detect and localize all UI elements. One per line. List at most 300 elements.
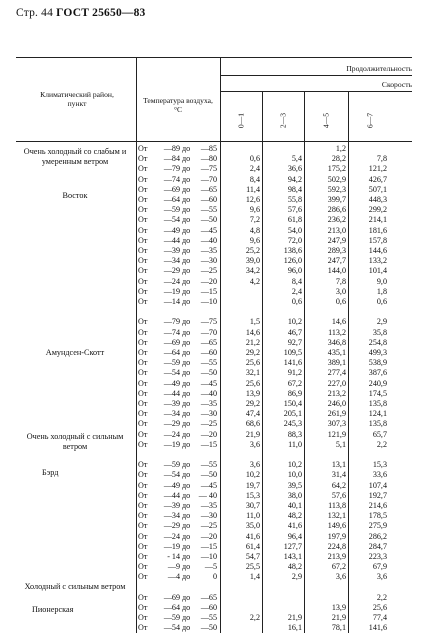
range-to-value: —55 — [200, 205, 217, 215]
value-cell: 10,2 — [287, 317, 302, 327]
range-from-word: От — [138, 541, 148, 551]
range-to-value: —65 — [200, 592, 217, 602]
range-to-word: до — [182, 246, 191, 255]
range-to-value: —65 — [200, 184, 217, 194]
value-cell: 41,6 — [245, 531, 260, 541]
range-from-word: От — [138, 358, 148, 368]
value-cell: 91,2 — [287, 368, 302, 378]
value-cell: 174,5 — [368, 388, 387, 398]
value-cell: 5,4 — [291, 154, 302, 164]
range-to-value: —25 — [200, 419, 217, 429]
range-from-word: От — [138, 246, 148, 255]
range-from-value: —89 — [163, 144, 180, 153]
value-cell: 72,0 — [287, 235, 302, 245]
value-cell: 67,2 — [287, 378, 302, 388]
range-from-word: От — [138, 327, 148, 337]
range-to-word: до — [182, 480, 191, 490]
value-cell: 205,1 — [283, 409, 302, 419]
range-to-value: —20 — [200, 531, 217, 541]
value-cell: 261,9 — [327, 409, 346, 419]
station-byrd: Бэрд — [42, 468, 59, 477]
value-cell: 1,8 — [376, 286, 387, 296]
value-cell: 286,2 — [368, 531, 387, 541]
range-to-value: —35 — [200, 399, 217, 408]
range-from-word: От — [138, 297, 148, 306]
range-from-value: —54 — [163, 623, 180, 633]
value-cell: 29,2 — [245, 399, 260, 408]
range-to-value: —75 — [200, 164, 217, 174]
value-cell: 65,7 — [372, 429, 387, 439]
range-from-word: От — [138, 623, 148, 633]
value-cell: 54,7 — [245, 552, 260, 561]
range-to-word: до — [182, 174, 191, 184]
value-cell: 67,9 — [372, 562, 387, 572]
value-cell: 2,9 — [376, 317, 387, 327]
value-cell: 141,6 — [283, 358, 302, 368]
value-cell: 16,1 — [287, 623, 302, 633]
range-to-word: до — [182, 399, 191, 408]
range-from-word: От — [138, 266, 148, 276]
value-cell: 399,7 — [327, 195, 346, 204]
value-cell: 57,6 — [331, 490, 346, 500]
value-cell: 245,3 — [283, 419, 302, 429]
value-cell: 227,0 — [327, 378, 346, 388]
value-cell: 14,6 — [245, 327, 260, 337]
range-to-value: —50 — [200, 368, 217, 378]
value-cell: 2,2 — [249, 613, 260, 623]
value-cell: 31,4 — [331, 470, 346, 480]
value-cell: 426,7 — [368, 174, 387, 184]
value-cell: 38,0 — [287, 490, 302, 500]
range-to-word: до — [182, 276, 191, 286]
value-cell: 11,0 — [288, 439, 302, 449]
range-to-word: до — [182, 439, 191, 449]
range-to-value: —65 — [200, 337, 217, 347]
range-to-value: —50 — [200, 470, 217, 480]
range-from-word: От — [138, 531, 148, 541]
range-to-word: до — [182, 572, 191, 582]
col-divider-3 — [262, 91, 263, 633]
value-cell: 94,2 — [287, 174, 302, 184]
range-to-value: —80 — [200, 154, 217, 164]
range-to-word: до — [182, 184, 191, 194]
value-cell: 77,4 — [372, 613, 387, 623]
value-cell: 25,6 — [245, 358, 260, 368]
range-to-value: — 40 — [198, 490, 217, 500]
range-to-word: до — [182, 378, 191, 388]
range-to-value: —40 — [200, 388, 217, 398]
range-to-word: до — [182, 623, 191, 633]
range-from-value: —64 — [163, 348, 180, 357]
value-cell: 592,3 — [327, 184, 346, 194]
region-column-header: Климатический район, пункт — [40, 90, 114, 108]
value-cell: 9,6 — [249, 235, 260, 245]
value-cell: 4,2 — [249, 276, 260, 286]
range-to-value: —30 — [200, 256, 217, 266]
value-cell: 507,1 — [368, 184, 387, 194]
value-cell: 9,6 — [249, 205, 260, 215]
range-from-word: От — [138, 378, 148, 388]
range-from-value: —59 — [163, 358, 180, 368]
range-from-value: —64 — [163, 603, 180, 612]
range-to-value: —60 — [200, 603, 217, 612]
range-from-word: От — [138, 429, 148, 439]
value-cell: 40,1 — [287, 501, 302, 510]
range-from-value: —59 — [163, 460, 180, 470]
range-to-value: —35 — [200, 501, 217, 510]
range-from-word: От — [138, 399, 148, 408]
range-from-word: От — [138, 470, 148, 480]
range-from-word: От — [138, 562, 148, 572]
value-cell: 138,6 — [283, 246, 302, 255]
range-to-word: до — [182, 317, 191, 327]
value-cell: 499,3 — [368, 348, 387, 357]
value-cell: 246,0 — [327, 399, 346, 408]
value-cell: 14,6 — [331, 317, 346, 327]
value-cell: 11,0 — [246, 511, 260, 521]
value-cell: 8,4 — [291, 276, 302, 286]
range-to-word: до — [182, 388, 191, 398]
value-cell: 21,9 — [287, 613, 302, 623]
value-cell: 25,6 — [372, 603, 387, 612]
range-to-word: до — [182, 297, 191, 306]
value-cell: 13,1 — [331, 460, 346, 470]
range-from-value: —44 — [163, 235, 180, 245]
value-cell: 15,3 — [372, 460, 387, 470]
range-from-value: —59 — [163, 613, 180, 623]
value-cell: 213,2 — [327, 388, 346, 398]
range-to-word: до — [182, 348, 191, 357]
range-from-value: —24 — [163, 429, 180, 439]
value-cell: 192,7 — [368, 490, 387, 500]
range-from-value: —34 — [163, 256, 180, 266]
value-cell: 29,2 — [245, 348, 260, 357]
range-from-value: —4 — [167, 572, 180, 582]
value-cell: 10,2 — [287, 460, 302, 470]
value-cell: 3,6 — [249, 439, 260, 449]
range-from-value: —39 — [163, 501, 180, 510]
value-cell: 25,6 — [245, 378, 260, 388]
range-to-word: до — [182, 470, 191, 480]
range-from-word: От — [138, 348, 148, 357]
col-header-6-7: 6—7 — [365, 112, 375, 129]
value-cell: 10,0 — [287, 470, 302, 480]
value-cell: 1,2 — [335, 144, 346, 153]
value-cell: 67,2 — [331, 562, 346, 572]
range-to-word: до — [182, 429, 191, 439]
range-from-value: —19 — [163, 286, 180, 296]
col-divider-5 — [348, 91, 349, 633]
range-from-word: От — [138, 337, 148, 347]
value-cell: 214,6 — [368, 501, 387, 510]
range-from-word: От — [138, 460, 148, 470]
value-cell: 19,7 — [245, 480, 260, 490]
header-group-rule — [220, 75, 412, 76]
value-cell: 57,6 — [287, 205, 302, 215]
value-cell: 307,3 — [327, 419, 346, 429]
value-cell: 4,8 — [249, 225, 260, 235]
range-from-word: От — [138, 317, 148, 327]
value-cell: 13,9 — [245, 388, 260, 398]
range-to-value: —70 — [200, 327, 217, 337]
value-cell: 126,0 — [283, 256, 302, 266]
range-from-word: От — [138, 154, 148, 164]
value-cell: 247,9 — [327, 235, 346, 245]
value-cell: 21,9 — [331, 613, 346, 623]
range-to-word: до — [182, 256, 191, 266]
value-cell: 33,6 — [372, 470, 387, 480]
range-from-word: От — [138, 388, 148, 398]
value-cell: 144,6 — [368, 246, 387, 255]
value-cell: 7,8 — [376, 154, 387, 164]
value-cell: 254,8 — [368, 337, 387, 347]
range-from-word: От — [138, 215, 148, 225]
range-from-word: От — [138, 205, 148, 215]
range-from-word: От — [138, 480, 148, 490]
value-cell: 98,4 — [287, 184, 302, 194]
value-cell: 149,6 — [327, 521, 346, 531]
value-cell: 28,2 — [331, 154, 346, 164]
value-cell: 21,2 — [245, 337, 260, 347]
range-from-value: —24 — [163, 276, 180, 286]
range-from-word: От — [138, 235, 148, 245]
value-cell: 0,6 — [376, 297, 387, 306]
value-cell: 25,2 — [245, 246, 260, 255]
value-cell: 36,6 — [287, 164, 302, 174]
value-cell: 240,9 — [368, 378, 387, 388]
value-cell: 389,1 — [327, 358, 346, 368]
value-cell: 247,7 — [327, 256, 346, 266]
range-from-word: От — [138, 501, 148, 510]
value-cell: 61,8 — [287, 215, 302, 225]
value-cell: 289,3 — [327, 246, 346, 255]
range-from-value: —19 — [163, 541, 180, 551]
value-cell: 2,4 — [249, 164, 260, 174]
value-cell: 0,6 — [335, 297, 346, 306]
range-from-value: —44 — [163, 490, 180, 500]
value-cell: 133,2 — [368, 256, 387, 266]
value-cell: 214,1 — [368, 215, 387, 225]
range-to-value: 0 — [212, 572, 217, 582]
range-to-value: —85 — [200, 144, 217, 153]
value-cell: 35,0 — [245, 521, 260, 531]
value-cell: 12,6 — [245, 195, 260, 204]
range-to-word: до — [182, 592, 191, 602]
value-cell: 213,0 — [327, 225, 346, 235]
value-cell: 32,1 — [245, 368, 260, 378]
range-to-word: до — [182, 235, 191, 245]
range-from-value: —29 — [163, 266, 180, 276]
range-to-word: до — [182, 552, 191, 561]
speed-subgroup-header: Скорость — [381, 80, 412, 89]
region-very-cold-strong-wind: Очень холодный с сильным ветром — [26, 432, 124, 451]
range-from-value: —29 — [163, 521, 180, 531]
range-to-word: до — [182, 164, 191, 174]
col-divider-1 — [136, 57, 137, 633]
value-cell: 46,7 — [287, 327, 302, 337]
range-from-value: - 14 — [167, 552, 180, 561]
range-from-value: —84 — [163, 154, 180, 164]
range-from-value: —79 — [163, 164, 180, 174]
range-to-word: до — [182, 419, 191, 429]
value-cell: 109,5 — [283, 348, 302, 357]
range-from-value: —64 — [163, 195, 180, 204]
range-from-value: —39 — [163, 399, 180, 408]
range-to-value: —25 — [200, 521, 217, 531]
range-to-value: —55 — [200, 358, 217, 368]
range-to-value: —5 — [204, 562, 217, 572]
value-cell: 39,5 — [287, 480, 302, 490]
value-cell: 7,2 — [249, 215, 260, 225]
range-to-word: до — [182, 368, 191, 378]
header-bottom-rule — [16, 141, 412, 142]
value-cell: 150,4 — [283, 399, 302, 408]
range-to-value: —25 — [200, 266, 217, 276]
value-cell: 223,3 — [368, 552, 387, 561]
table-top-rule — [16, 57, 412, 58]
range-from-value: —24 — [163, 531, 180, 541]
value-cell: 181,6 — [368, 225, 387, 235]
range-from-word: От — [138, 256, 148, 266]
range-to-word: до — [182, 603, 191, 612]
value-cell: 48,2 — [287, 511, 302, 521]
range-from-word: От — [138, 164, 148, 174]
value-cell: 236,2 — [327, 215, 346, 225]
value-cell: 15,3 — [245, 490, 260, 500]
range-to-value: —10 — [200, 552, 217, 561]
range-to-word: до — [182, 215, 191, 225]
value-cell: 88,3 — [287, 429, 302, 439]
range-from-word: От — [138, 409, 148, 419]
range-to-word: до — [182, 205, 191, 215]
value-cell: 1,5 — [249, 317, 260, 327]
value-cell: 135,8 — [368, 419, 387, 429]
value-cell: 284,7 — [368, 541, 387, 551]
range-from-value: —14 — [163, 297, 180, 306]
range-to-word: до — [182, 225, 191, 235]
range-to-value: —30 — [200, 409, 217, 419]
value-cell: 178,5 — [368, 511, 387, 521]
value-cell: 448,3 — [368, 195, 387, 204]
range-to-word: до — [182, 501, 191, 510]
range-from-value: —49 — [163, 480, 180, 490]
page-header — [16, 7, 146, 19]
value-cell: 78,1 — [331, 623, 346, 633]
value-cell: 55,8 — [287, 195, 302, 204]
col-header-2-3: 2—3 — [278, 112, 288, 129]
value-cell: 107,4 — [368, 480, 387, 490]
range-to-word: до — [182, 541, 191, 551]
range-from-word: От — [138, 144, 148, 153]
col-header-4-5: 4—5 — [321, 112, 331, 129]
range-to-value: —70 — [200, 174, 217, 184]
range-to-word: до — [182, 460, 191, 470]
value-cell: 121,9 — [327, 429, 346, 439]
range-to-value: —10 — [200, 297, 217, 306]
value-cell: 9,0 — [376, 276, 387, 286]
col-divider-4 — [304, 91, 305, 633]
value-cell: 3,6 — [249, 460, 260, 470]
page-number: Стр. 44 — [16, 7, 54, 19]
region-cold-strong-wind: Холодный с сильным ветром — [24, 582, 126, 591]
range-to-value: —45 — [200, 225, 217, 235]
value-cell: 387,6 — [368, 368, 387, 378]
range-to-word: до — [182, 531, 191, 541]
value-cell: 143,1 — [283, 552, 302, 561]
value-cell: 175,2 — [327, 164, 346, 174]
value-cell: 3,0 — [335, 286, 346, 296]
range-to-value: —15 — [200, 286, 217, 296]
range-from-value: —59 — [163, 205, 180, 215]
range-to-word: до — [182, 409, 191, 419]
range-from-word: От — [138, 184, 148, 194]
range-from-word: От — [138, 286, 148, 296]
range-to-word: до — [182, 562, 191, 572]
value-cell: 0,6 — [249, 154, 260, 164]
range-to-value: —40 — [200, 235, 217, 245]
value-cell: 213,9 — [327, 552, 346, 561]
col-header-0-1: 0—1 — [236, 112, 246, 129]
value-cell: 86,9 — [287, 388, 302, 398]
value-cell: 2,2 — [376, 592, 387, 602]
range-from-word: От — [138, 613, 148, 623]
range-to-value: —45 — [200, 378, 217, 388]
range-to-word: до — [182, 144, 191, 153]
range-to-value: —45 — [200, 480, 217, 490]
value-cell: 144,0 — [327, 266, 346, 276]
value-cell: 121,2 — [368, 164, 387, 174]
range-from-value: —69 — [163, 592, 180, 602]
value-cell: 127,7 — [283, 541, 302, 551]
value-cell: 7,8 — [335, 276, 346, 286]
value-cell: 1,4 — [249, 572, 260, 582]
range-from-value: —29 — [163, 419, 180, 429]
range-from-word: От — [138, 521, 148, 531]
value-cell: 35,8 — [372, 327, 387, 337]
header-subgroup-rule — [220, 91, 412, 92]
value-cell: 13,9 — [331, 603, 346, 612]
station-pionerskaya: Пионерская — [32, 605, 74, 614]
value-cell: 54,0 — [287, 225, 302, 235]
value-cell: 3,6 — [376, 572, 387, 582]
range-from-value: —79 — [163, 317, 180, 327]
range-to-value: —50 — [200, 623, 217, 633]
range-to-value: —35 — [200, 246, 217, 255]
range-to-value: —20 — [200, 429, 217, 439]
range-to-value: —15 — [200, 541, 217, 551]
value-cell: 61,4 — [245, 541, 260, 551]
range-to-value: —60 — [200, 195, 217, 204]
range-from-value: —54 — [163, 470, 180, 480]
range-from-word: От — [138, 552, 148, 561]
range-from-word: От — [138, 511, 148, 521]
range-from-word: От — [138, 490, 148, 500]
value-cell: 25,5 — [245, 562, 260, 572]
range-to-value: —55 — [200, 613, 217, 623]
value-cell: 113,2 — [328, 327, 346, 337]
range-from-word: От — [138, 225, 148, 235]
range-to-word: до — [182, 613, 191, 623]
range-from-word: От — [138, 572, 148, 582]
value-cell: 96,0 — [287, 266, 302, 276]
range-from-word: От — [138, 439, 148, 449]
value-cell: 2,9 — [291, 572, 302, 582]
range-from-value: —19 — [163, 439, 180, 449]
range-from-word: От — [138, 368, 148, 378]
value-cell: 435,1 — [327, 348, 346, 357]
value-cell: 124,1 — [368, 409, 387, 419]
value-cell: 538,9 — [368, 358, 387, 368]
